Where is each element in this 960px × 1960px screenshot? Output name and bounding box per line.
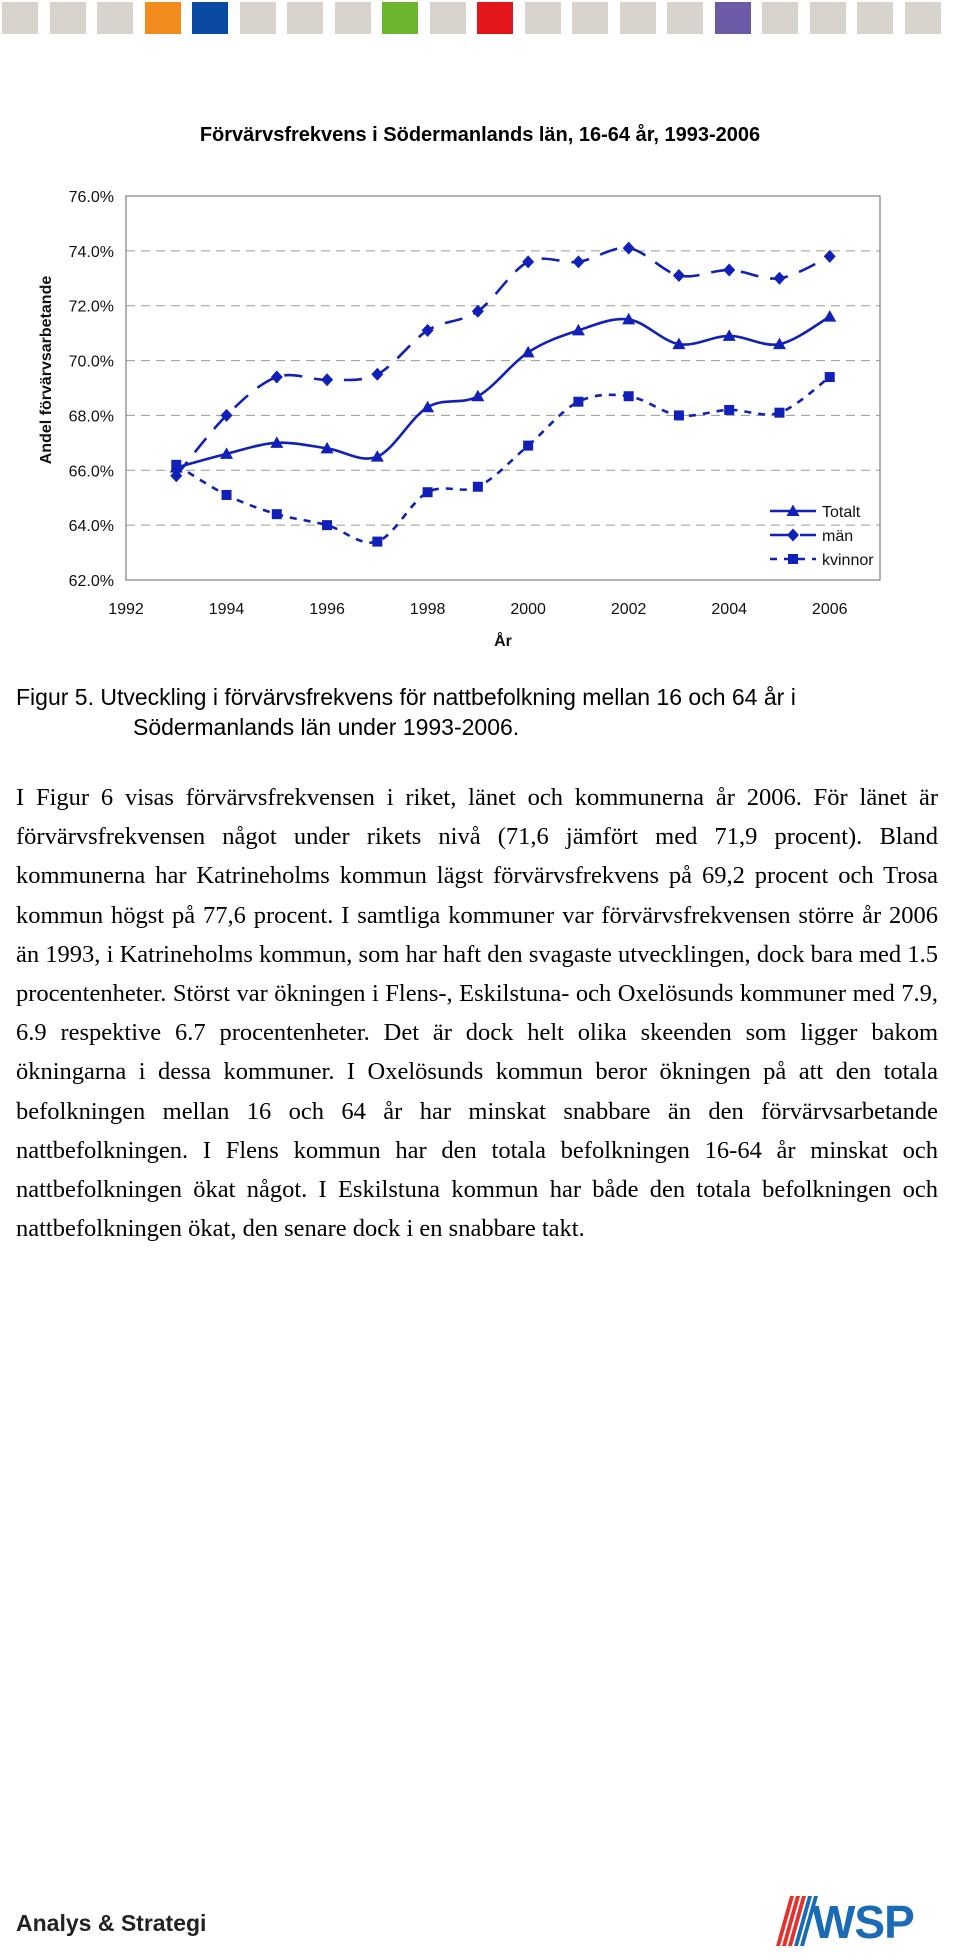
color-strip-square: [240, 2, 276, 34]
y-tick-label: 76.0%: [68, 189, 114, 206]
chart-title: Förvärvsfrekvens i Södermanlands län, 16-64 år, 1993-2006: [199, 124, 761, 146]
y-tick-label: 74.0%: [68, 243, 114, 261]
plot-area-frame: [126, 196, 880, 580]
x-tick-label: 2006: [811, 601, 848, 618]
color-strip-square: [572, 2, 608, 34]
data-point-Totalt: [823, 310, 836, 322]
y-axis-label: Andel förvärvsarbetande: [38, 275, 55, 465]
data-point-kvinnor: [423, 487, 433, 497]
legend-marker-män: [787, 529, 799, 542]
color-strip-square: [715, 2, 751, 34]
legend-label: män: [822, 528, 854, 545]
legend-label: Totalt: [822, 504, 861, 521]
caption-line-1: Figur 5. Utveckling i förvärvsfrekvens för nattbefolkning mellan 16 och 64 år i: [16, 684, 796, 710]
footer-label: Analys & Strategi: [16, 1910, 207, 1936]
color-strip-square: [382, 2, 418, 34]
data-point-kvinnor: [774, 408, 784, 418]
color-strip-square: [430, 2, 466, 34]
data-point-män: [572, 255, 584, 268]
wsp-logo: [772, 1890, 952, 1952]
color-strip-square: [477, 2, 513, 34]
x-axis-label: År: [494, 633, 512, 650]
data-point-kvinnor: [222, 490, 232, 500]
color-strip-square: [762, 2, 798, 34]
color-strip-square: [620, 2, 656, 34]
x-tick-label: 1992: [108, 601, 144, 618]
data-point-kvinnor: [171, 460, 181, 470]
color-strip-square: [145, 2, 181, 34]
color-strip-square: [192, 2, 228, 34]
data-point-män: [623, 242, 635, 255]
color-strip-square: [857, 2, 893, 34]
data-point-Totalt: [471, 390, 484, 402]
caption-line-2: Södermanlands län under 1993-2006.: [133, 714, 520, 740]
y-tick-label: 72.0%: [68, 298, 114, 316]
x-tick-label: 1996: [309, 601, 345, 618]
decorative-color-strip: [0, 0, 960, 36]
color-strip-square: [97, 2, 133, 34]
data-point-män: [824, 250, 836, 263]
wsp-logo-text: WSP: [812, 1896, 914, 1948]
y-tick-label: 68.0%: [68, 408, 114, 426]
line-chart: [0, 170, 960, 660]
data-point-män: [321, 373, 333, 386]
data-point-män: [673, 269, 685, 282]
data-point-kvinnor: [573, 397, 583, 407]
data-point-män: [723, 264, 735, 277]
data-point-män: [371, 368, 383, 381]
data-point-kvinnor: [825, 372, 835, 382]
data-point-män: [271, 371, 283, 384]
data-point-Totalt: [522, 346, 535, 358]
data-point-kvinnor: [372, 537, 382, 547]
color-strip-square: [810, 2, 846, 34]
y-tick-label: 62.0%: [68, 573, 114, 590]
color-strip-square: [335, 2, 371, 34]
color-strip-square: [2, 2, 38, 34]
x-tick-label: 2000: [510, 601, 546, 618]
y-tick-label: 70.0%: [68, 353, 114, 371]
data-point-män: [773, 272, 785, 285]
data-point-kvinnor: [624, 391, 634, 401]
legend-label: kvinnor: [822, 552, 874, 569]
color-strip-square: [905, 2, 941, 34]
data-point-kvinnor: [272, 509, 282, 519]
x-tick-label: 1994: [208, 601, 245, 618]
data-point-män: [522, 255, 534, 268]
x-tick-label: 1998: [409, 601, 446, 618]
color-strip-square: [525, 2, 561, 34]
color-strip-square: [287, 2, 323, 34]
data-point-kvinnor: [724, 405, 734, 415]
data-point-kvinnor: [322, 520, 332, 530]
x-tick-label: 2004: [711, 601, 747, 618]
x-tick-label: 2002: [610, 601, 647, 618]
data-point-kvinnor: [473, 482, 483, 492]
data-point-Totalt: [371, 450, 384, 462]
legend-marker-kvinnor: [788, 554, 798, 564]
color-strip-square: [50, 2, 86, 34]
body-paragraph: I Figur 6 visas förvärvsfrekvensen i riket, länet och kommunerna år 2006. För länet är förvärvsfrekvensen något under rikets nivå (71,6 jämfört med 71,9 procent). Bland kommunerna har Katrineholms kommun lägst förvärvsfrekvens på 69,2 procent och Trosa kommun högst på 77,6 procent. I samtliga kommuner var förvärvsfrekvensen större år 2006 än 1993, i Katrineholms kommun, som har haft den svagaste utvecklingen, dock bara med 1.5 procentenheter. Störst var ökningen i Flens-, Eskilstuna- och Oxelösunds kommuner med 7.9, 6.9 respektive 6.7 procentenheter. Det är dock helt olika skeenden som ligger bakom ökningarna i dessa kommuner. I Oxelösunds kommun beror ökningen på att den totala befolkningen mellan 16 och 64 år har minskat snabbare än den förvärvsarbetande nattbefolkningen. I Flens kommun har den totala befolkningen 16-64 år minskat och nattbefolkningen ökat något. I Eskilstuna kommun har både den totala befolkningen och nattbefolkningen ökat, den senare dock i en snabbare takt.: [16, 784, 938, 1243]
color-strip-square: [667, 2, 703, 34]
y-tick-label: 64.0%: [68, 518, 114, 536]
y-tick-label: 66.0%: [68, 463, 114, 481]
figure-caption: [16, 682, 946, 742]
data-point-Totalt: [421, 401, 434, 413]
data-point-kvinnor: [523, 441, 533, 451]
data-point-kvinnor: [674, 410, 684, 420]
